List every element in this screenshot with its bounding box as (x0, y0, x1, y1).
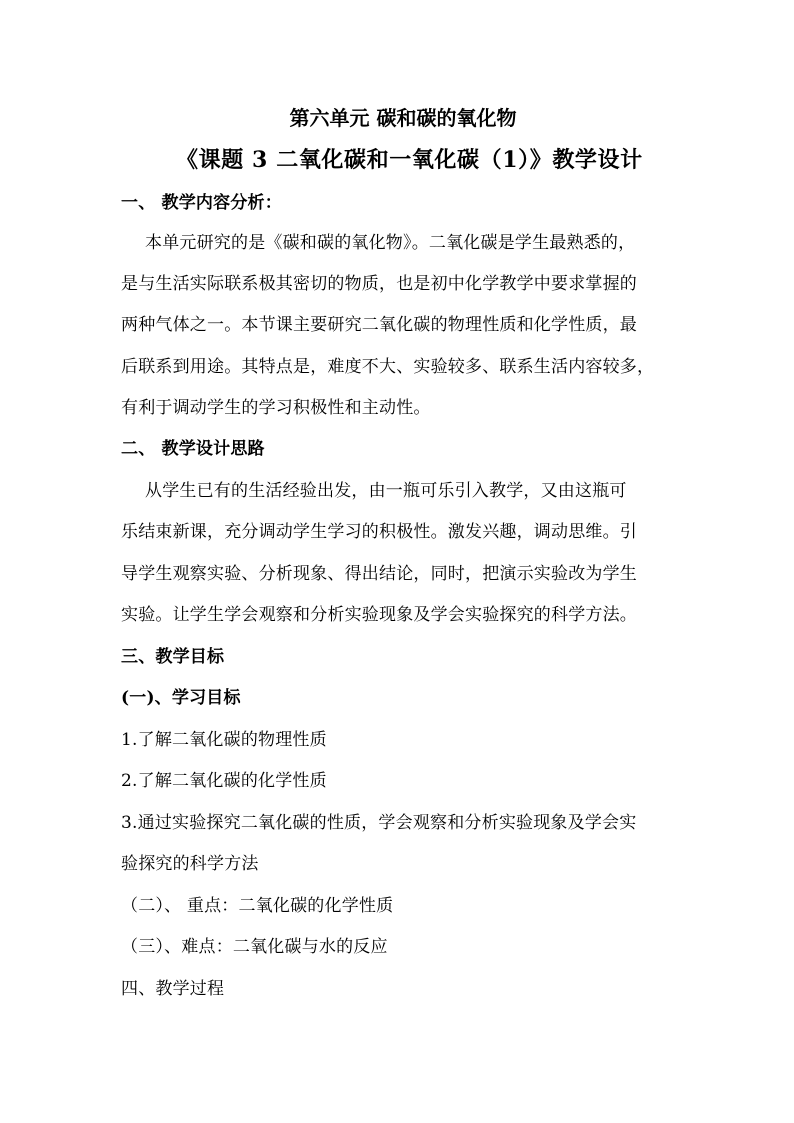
unit-title: 第六单元 碳和碳的氧化物 (289, 106, 517, 130)
section2-paragraph-line: 乐结束新课，充分调动学生学习的积极性。激发兴趣，调动思维。引 (121, 522, 637, 542)
learning-goals-heading: (一)、学习目标 (121, 688, 241, 708)
lesson-title: 《课题 3 二氧化碳和一氧化碳（1）》教学设计 (176, 147, 643, 173)
section4-heading: 四、教学过程 (121, 979, 225, 999)
section1-paragraph-line: 有利于调动学生的学习积极性和主动性。 (121, 398, 431, 418)
section2-paragraph-line: 实验。让学生学会观察和分析实验现象及学会实验探究的科学方法。 (121, 605, 637, 625)
difficulty: （三）、难点：二氧化碳与水的反应 (121, 937, 388, 957)
goal-item: 3.通过实验探究二氧化碳的性质，学会观察和分析实验现象及学会实 (121, 813, 637, 833)
section1-paragraph-line: 后联系到用途。其特点是，难度不大、实验较多、联系生活内容较多， (121, 357, 655, 377)
section2-paragraph-line: 从学生已有的生活经验出发，由一瓶可乐引入教学，又由这瓶可 (145, 481, 627, 501)
goal-item: 1.了解二氧化碳的物理性质 (121, 730, 327, 750)
section1-heading: 一、 教学内容分析： (121, 193, 282, 213)
section1-paragraph-line: 是与生活实际联系极其密切的物质，也是初中化学教学中要求掌握的 (121, 274, 637, 294)
section1-paragraph-line: 两种气体之一。本节课主要研究二氧化碳的物理性质和化学性质，最 (121, 315, 637, 335)
section1-paragraph-line: 本单元研究的是《碳和碳的氧化物》。二氧化碳是学生最熟悉的， (145, 233, 636, 253)
key-point: （二）、 重点：二氧化碳的化学性质 (121, 896, 394, 916)
section2-paragraph-line: 导学生观察实验、分析现象、得出结论，同时，把演示实验改为学生 (121, 564, 637, 584)
section2-heading: 二、 教学设计思路 (121, 439, 265, 459)
section3-heading: 三、教学目标 (121, 647, 225, 667)
goal-item-continuation: 验探究的科学方法 (121, 854, 259, 874)
goal-item: 2.了解二氧化碳的化学性质 (121, 771, 327, 791)
